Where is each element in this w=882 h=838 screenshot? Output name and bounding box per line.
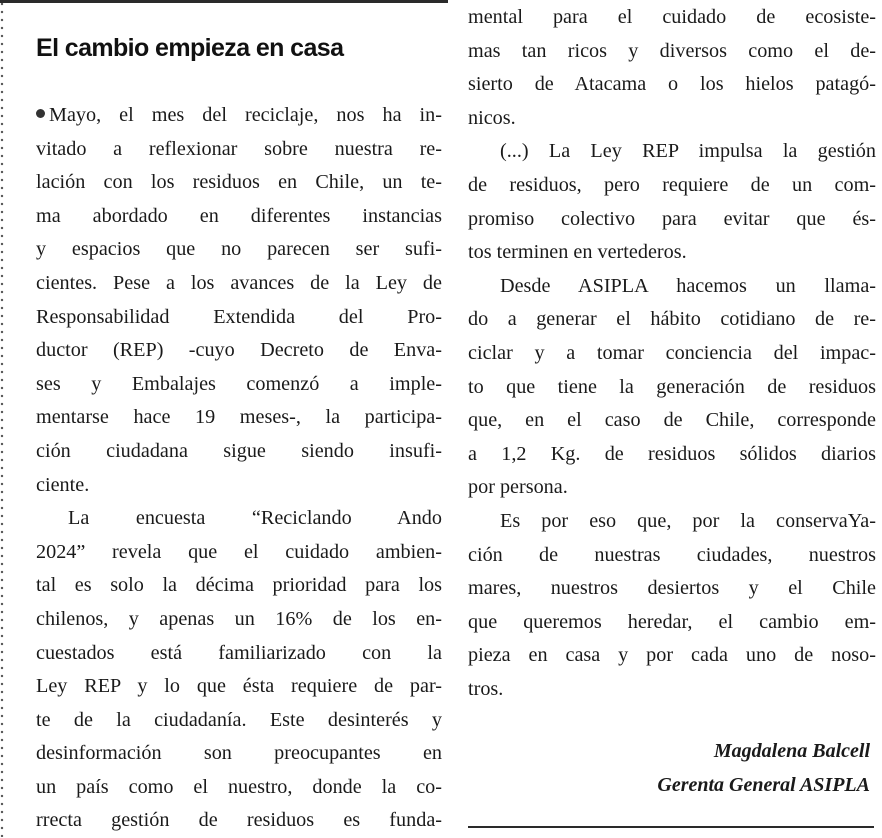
body-line: chilenos, y apenas un 16% de los en- xyxy=(36,607,442,630)
body-line: a 1,2 Kg. de residuos sólidos diarios xyxy=(468,442,876,465)
signature-name: Magdalena Balcell xyxy=(713,740,870,762)
body-line: tal es solo la décima prioridad para los xyxy=(36,574,442,597)
body-line: mares, nuestros desiertos y el Chile xyxy=(468,577,876,600)
body-line: de residuos, pero requiere de un com- xyxy=(468,173,876,196)
body-line: do a generar el hábito cotidiano de re- xyxy=(468,308,876,331)
body-line: Ley REP y lo que ésta requiere de par- xyxy=(36,675,442,698)
bullet-icon xyxy=(36,109,45,118)
body-line: tros. xyxy=(468,677,504,700)
body-line: Desde ASIPLA hacemos un llama- xyxy=(500,274,876,297)
body-line: ductor (REP) -cuyo Decreto de Enva- xyxy=(36,339,442,362)
body-line: sierto de Atacama o los hielos patagó- xyxy=(468,73,876,96)
body-line: vitado a reflexionar sobre nuestra re- xyxy=(36,137,442,160)
body-line: mentarse hace 19 meses-, la participa- xyxy=(36,406,442,429)
body-line: por persona. xyxy=(468,476,568,499)
body-line: ción ciudadana sigue siendo insufi- xyxy=(36,439,442,462)
page-edge-dots xyxy=(0,0,4,837)
body-line: mas tan ricos y diversos como el de- xyxy=(468,39,876,62)
body-line: desinformación son preocupantes en xyxy=(36,742,442,765)
body-line: ción de nuestras ciudades, nuestros xyxy=(468,543,876,566)
left-column xyxy=(36,99,442,838)
body-line: tos terminen en vertederos. xyxy=(468,241,687,264)
body-line: nicos. xyxy=(468,106,516,129)
top-rule xyxy=(0,0,448,3)
body-line: lación con los residuos en Chile, un te- xyxy=(36,171,442,194)
body-line: cientes. Pese a los avances de la Ley de xyxy=(36,271,442,294)
body-line: (...) La Ley REP impulsa la gestión xyxy=(500,140,876,163)
body-line: to que tiene la generación de residuos xyxy=(468,375,876,398)
body-line: 2024” revela que el cuidado ambien- xyxy=(36,540,442,563)
bottom-rule xyxy=(468,826,874,828)
right-column xyxy=(468,1,876,706)
body-line: ciente. xyxy=(36,473,90,496)
body-line: ses y Embalajes comenzó a imple- xyxy=(36,372,442,395)
body-line: ciclar y a tomar conciencia del impac- xyxy=(468,341,876,364)
body-line: promiso colectivo para evitar que és- xyxy=(468,207,876,230)
article-headline: El cambio empieza en casa xyxy=(36,34,344,62)
body-line: te de la ciudadanía. Este desinterés y xyxy=(36,708,442,731)
body-line: La encuesta “Reciclando Ando xyxy=(68,507,442,530)
signature-role: Gerenta General ASIPLA xyxy=(657,774,870,796)
body-line: que queremos heredar, el cambio em- xyxy=(468,610,876,633)
body-line: rrecta gestión de residuos es funda- xyxy=(36,809,442,832)
body-line: que, en el caso de Chile, corresponde xyxy=(468,409,876,432)
body-line: un país como el nuestro, donde la co- xyxy=(36,775,442,798)
body-line: cuestados está familiarizado con la xyxy=(36,641,442,664)
body-line: ma abordado en diferentes instancias xyxy=(36,204,442,227)
body-line: y espacios que no parecen ser sufi- xyxy=(36,238,442,261)
body-line: mental para el cuidado de ecosiste- xyxy=(468,6,876,28)
body-line: Es por eso que, por la conservaYa- xyxy=(500,509,876,532)
body-line: Responsabilidad Extendida del Pro- xyxy=(36,305,442,328)
body-line: pieza en casa y por cada uno de noso- xyxy=(468,644,876,667)
body-line: Mayo, el mes del reciclaje, nos ha in- xyxy=(36,99,442,133)
